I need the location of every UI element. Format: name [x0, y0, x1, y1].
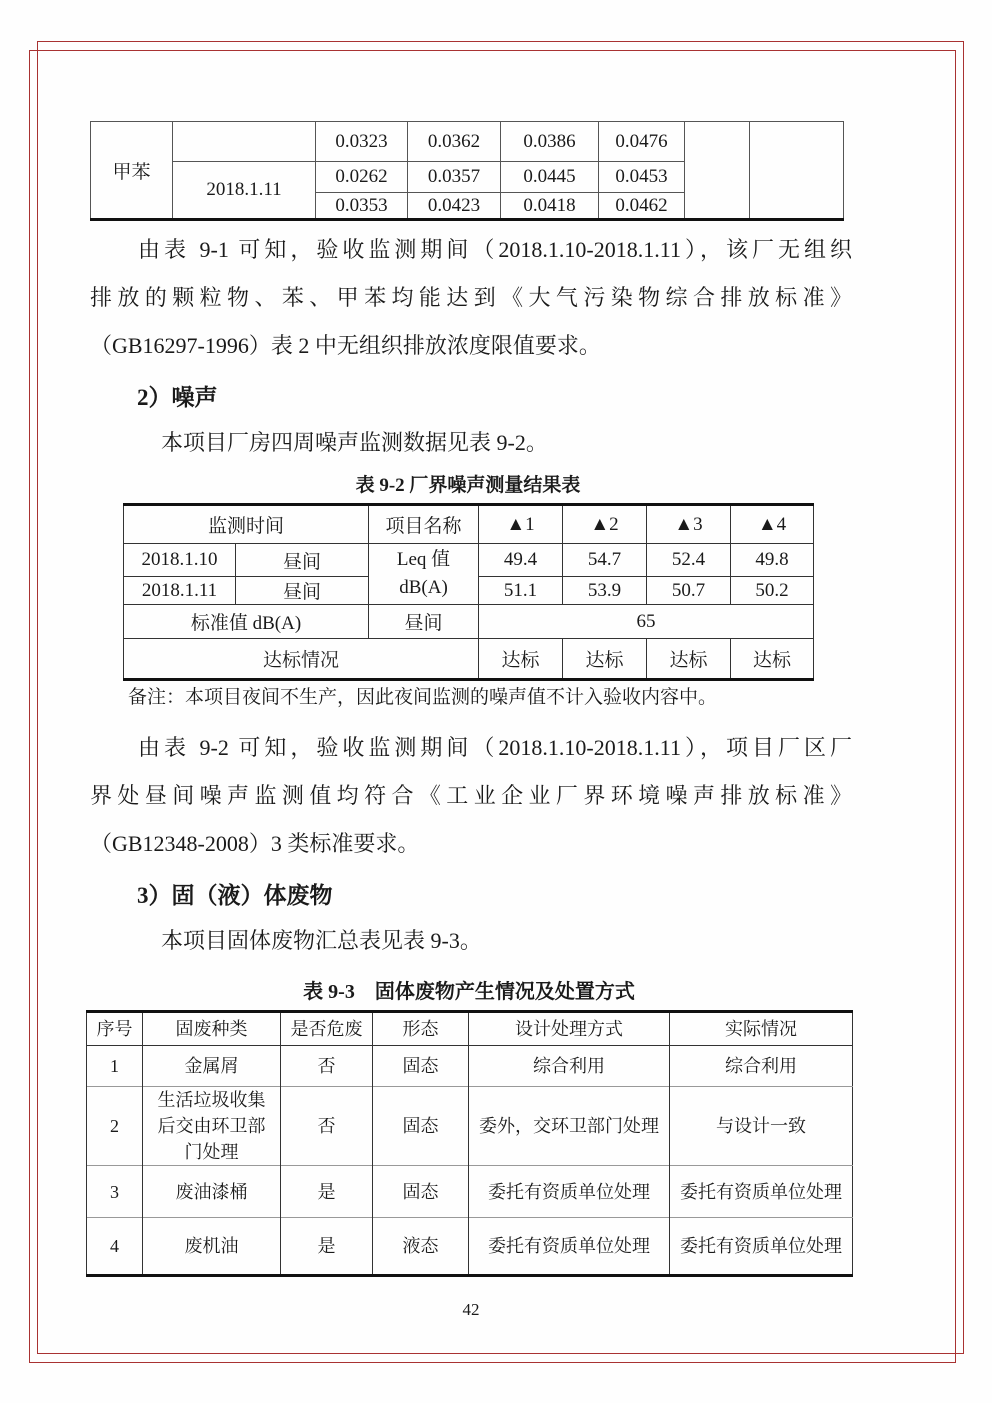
value-cell: 52.4	[647, 544, 731, 577]
seq-cell: 1	[87, 1046, 143, 1087]
table-row	[87, 1218, 853, 1276]
header-point-1: ▲1	[479, 505, 563, 544]
leq-label-line1: Leq 值	[396, 548, 451, 570]
noise-intro-text: 本项目厂房四周噪声监测数据见表 9-2。	[161, 430, 548, 455]
form-cell: 固态	[373, 1166, 469, 1218]
value-cell: 54.7	[563, 544, 647, 577]
value-cell: 53.9	[563, 577, 647, 605]
paragraph-line: 界处昼间噪声监测值均符合《工业企业厂界环境噪声排放标准》	[90, 783, 852, 808]
hazardous-cell: 是	[281, 1166, 373, 1218]
value-cell: 0.0357	[408, 162, 501, 193]
header-point-3: ▲3	[647, 505, 731, 544]
paragraph-line: 排放的颗粒物、苯、甲苯均能达到《大气污染物综合排放标准》	[90, 285, 852, 310]
paragraph-line: 由表 9-2 可知，验收监测期间（2018.1.10-2018.1.11），项目厂区厂	[138, 735, 852, 760]
compliance-cell: 达标	[647, 639, 731, 680]
value-cell: 0.0453	[599, 162, 685, 193]
paragraph-line: 由表 9-1 可知，验收监测期间（2018.1.10-2018.1.11），该厂无组织	[138, 237, 852, 262]
date-cell-empty	[173, 122, 316, 162]
table-row	[87, 1087, 853, 1166]
empty-cell	[750, 122, 844, 220]
date-cell: 2018.1.10	[124, 544, 236, 577]
compliance-cell: 达标	[563, 639, 647, 680]
waste-type-cell: 生活垃圾收集后交由环卫部门处理	[143, 1087, 281, 1166]
value-cell: 0.0476	[599, 122, 685, 162]
period-cell: 昼间	[236, 577, 369, 605]
standard-label-cell: 标准值 dB(A)	[124, 605, 369, 639]
table-note: 备注：本项目夜间不生产，因此夜间监测的噪声值不计入验收内容中。	[128, 687, 718, 708]
section-heading-solid-waste: 3）固（液）体废物	[137, 883, 333, 908]
actual-situation-cell: 委托有资质单位处理	[670, 1218, 853, 1276]
page-number: 42	[462, 1300, 480, 1319]
standard-period-cell: 昼间	[369, 605, 479, 639]
table-row	[87, 1166, 853, 1218]
header-designed-disposal: 设计处理方式	[469, 1012, 670, 1046]
header-point-2: ▲2	[563, 505, 647, 544]
value-cell: 0.0423	[408, 193, 501, 220]
period-cell: 昼间	[236, 544, 369, 577]
table-header-row	[124, 505, 814, 544]
value-cell: 50.2	[731, 577, 814, 605]
value-cell: 0.0445	[501, 162, 599, 193]
form-cell: 液态	[373, 1218, 469, 1276]
waste-type-cell: 废机油	[143, 1218, 281, 1276]
empty-cell	[685, 122, 750, 220]
fugitive-emission-table-continued	[90, 121, 844, 221]
solid-waste-table	[86, 1010, 853, 1277]
compliance-label-cell: 达标情况	[124, 639, 479, 680]
designed-disposal-cell: 委托有资质单位处理	[469, 1166, 670, 1218]
value-cell: 0.0462	[599, 193, 685, 220]
leq-label-line2: dB(A)	[399, 577, 448, 598]
designed-disposal-cell: 综合利用	[469, 1046, 670, 1087]
hazardous-cell: 否	[281, 1087, 373, 1166]
solid-waste-intro-text: 本项目固体废物汇总表见表 9-3。	[161, 928, 482, 953]
header-point-4: ▲4	[731, 505, 814, 544]
actual-situation-cell: 综合利用	[670, 1046, 853, 1087]
date-cell: 2018.1.11	[173, 162, 316, 220]
noise-measurement-table	[123, 503, 814, 681]
compliance-cell: 达标	[479, 639, 563, 680]
header-hazardous: 是否危废	[281, 1012, 373, 1046]
table-row	[124, 544, 814, 577]
paragraph-air-conclusion	[90, 226, 852, 370]
form-cell: 固态	[373, 1087, 469, 1166]
header-item-name: 项目名称	[369, 505, 479, 544]
section-heading-noise: 2）噪声	[137, 385, 218, 410]
value-cell: 0.0362	[408, 122, 501, 162]
leq-label-cell	[369, 544, 479, 605]
table-header-row	[87, 1012, 853, 1046]
value-cell: 0.0353	[316, 193, 408, 220]
value-cell: 51.1	[479, 577, 563, 605]
table-row	[87, 1046, 853, 1087]
standard-value-cell: 65	[479, 605, 814, 639]
hazardous-cell: 否	[281, 1046, 373, 1087]
header-form: 形态	[373, 1012, 469, 1046]
pollutant-name-cell: 甲苯	[91, 122, 173, 220]
seq-cell: 3	[87, 1166, 143, 1218]
actual-situation-cell: 委托有资质单位处理	[670, 1166, 853, 1218]
form-cell: 固态	[373, 1046, 469, 1087]
header-actual-situation: 实际情况	[670, 1012, 853, 1046]
compliance-cell: 达标	[731, 639, 814, 680]
value-cell: 0.0323	[316, 122, 408, 162]
waste-type-cell: 金属屑	[143, 1046, 281, 1087]
waste-type-cell: 废油漆桶	[143, 1166, 281, 1218]
table-row	[124, 639, 814, 680]
value-cell: 0.0262	[316, 162, 408, 193]
table-caption-9-3: 表 9-3 固体废物产生情况及处置方式	[303, 981, 635, 1003]
value-cell: 49.4	[479, 544, 563, 577]
value-cell: 0.0386	[501, 122, 599, 162]
designed-disposal-cell: 委托有资质单位处理	[469, 1218, 670, 1276]
value-cell: 0.0418	[501, 193, 599, 220]
hazardous-cell: 是	[281, 1218, 373, 1276]
table-row	[124, 605, 814, 639]
seq-cell: 4	[87, 1218, 143, 1276]
paragraph-noise-conclusion	[90, 724, 852, 868]
value-cell: 50.7	[647, 577, 731, 605]
designed-disposal-cell: 委外，交环卫部门处理	[469, 1087, 670, 1166]
header-waste-type: 固废种类	[143, 1012, 281, 1046]
paragraph-line: （GB12348-2008）3 类标准要求。	[90, 831, 420, 856]
table-caption-9-2: 表 9-2 厂界噪声测量结果表	[355, 475, 581, 496]
paragraph-line: （GB16297-1996）表 2 中无组织排放浓度限值要求。	[90, 333, 601, 358]
value-cell: 49.8	[731, 544, 814, 577]
actual-situation-cell: 与设计一致	[670, 1087, 853, 1166]
table-row	[91, 122, 844, 162]
header-monitor-time: 监测时间	[124, 505, 369, 544]
date-cell: 2018.1.11	[124, 577, 236, 605]
header-seq: 序号	[87, 1012, 143, 1046]
seq-cell: 2	[87, 1087, 143, 1166]
